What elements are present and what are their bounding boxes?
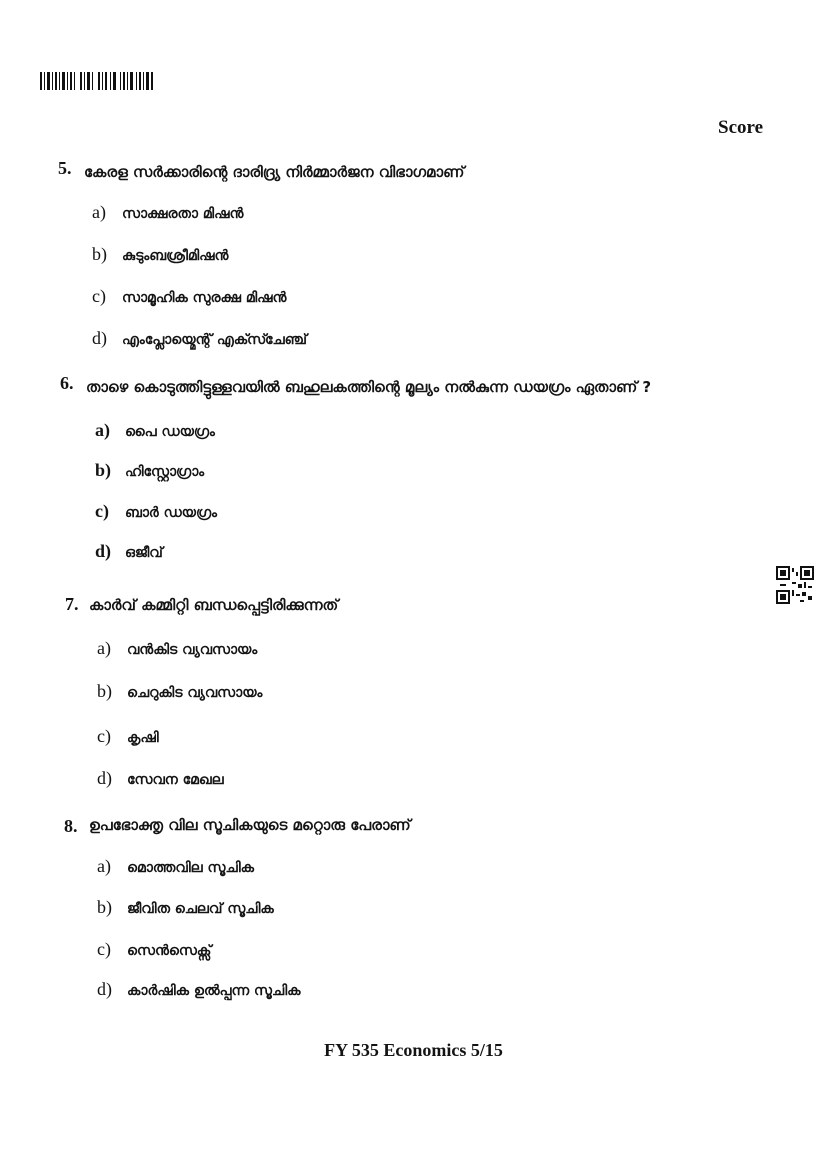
option-text: ഹിസ്റ്റോഗ്രാം bbox=[125, 464, 205, 480]
option-text: പൈ ഡയഗ്രം bbox=[125, 424, 215, 440]
option-label: c) bbox=[95, 501, 109, 521]
option bbox=[92, 244, 228, 265]
option-label: c) bbox=[97, 939, 111, 959]
option bbox=[92, 328, 307, 349]
option-text: ചെറുകിട വ്യവസായം bbox=[127, 685, 263, 701]
option-text: മൊത്തവില സൂചിക bbox=[127, 860, 254, 876]
option-label: b) bbox=[97, 681, 112, 701]
option-label: a) bbox=[97, 856, 111, 876]
question-text: ഉപഭോക്തൃ വില സൂചികയുടെ മറ്റൊരു പേരാണ് bbox=[89, 816, 411, 834]
option-label: b) bbox=[92, 244, 107, 264]
option-text: കാർഷിക ഉൽപ്പന്ന സൂചിക bbox=[127, 983, 301, 999]
option-label: a) bbox=[97, 638, 111, 658]
option bbox=[97, 638, 257, 659]
option bbox=[97, 897, 274, 918]
option-label: a) bbox=[95, 420, 110, 440]
option bbox=[95, 501, 217, 522]
option-label: a) bbox=[92, 202, 106, 222]
question-text: കേരള സർക്കാരിന്റെ ദാരിദ്ര്യ നിർമ്മാർജന വിഭാഗമാണ് bbox=[84, 163, 465, 181]
option-text: സാക്ഷരതാ മിഷൻ bbox=[122, 206, 244, 222]
option bbox=[97, 939, 211, 960]
option-label: d) bbox=[97, 979, 112, 999]
option bbox=[97, 681, 262, 702]
question-text: താഴെ കൊടുത്തിട്ടുള്ളവയിൽ ബഹുലകത്തിന്റെ മൂല്യം നൽകുന്ന ഡയഗ്രം ഏതാണ് ? bbox=[86, 378, 652, 396]
option-text: ജീവിത ചെലവ് സൂചിക bbox=[127, 901, 274, 917]
question-number: 5. bbox=[58, 158, 72, 178]
option bbox=[97, 768, 224, 789]
option bbox=[92, 286, 286, 307]
option-text: ബാർ ഡയഗ്രം bbox=[125, 505, 218, 521]
option-label: b) bbox=[97, 897, 112, 917]
option-text: എംപ്ലോയ്മെന്റ് എക്സ്ചേഞ്ച് bbox=[122, 332, 307, 348]
qr-code-image bbox=[776, 566, 814, 604]
option-text: കുടുംബശ്രീമിഷൻ bbox=[122, 248, 229, 264]
option-text: ഒജീവ് bbox=[125, 545, 163, 561]
option-label: b) bbox=[95, 460, 112, 480]
page-footer: FY 535 Economics 5/15 bbox=[324, 1040, 503, 1060]
option-label: d) bbox=[92, 328, 107, 348]
score-label: Score bbox=[718, 117, 764, 138]
option-label: c) bbox=[97, 726, 111, 746]
option-text: സെൻസെക്സ് bbox=[127, 943, 212, 959]
option-text: സേവന മേഖല bbox=[127, 772, 224, 788]
option bbox=[95, 460, 204, 481]
question-number: 6. bbox=[60, 373, 74, 393]
option bbox=[92, 202, 243, 223]
option bbox=[97, 856, 254, 877]
option bbox=[95, 541, 163, 562]
option-label: d) bbox=[97, 768, 112, 788]
option-label: c) bbox=[92, 286, 106, 306]
option-text: വൻകിട വ്യവസായം bbox=[127, 642, 258, 658]
question-number: 8. bbox=[64, 816, 78, 836]
option-text: സാമൂഹിക സുരക്ഷ മിഷൻ bbox=[122, 290, 287, 306]
option bbox=[95, 420, 215, 441]
question-text: കാർവ് കമ്മിറ്റി ബന്ധപ്പെട്ടിരിക്കുന്നത് bbox=[89, 596, 339, 614]
question-number: 7. bbox=[65, 594, 79, 614]
option-label: d) bbox=[95, 541, 112, 561]
barcode-image bbox=[40, 72, 155, 90]
option bbox=[97, 726, 159, 747]
option bbox=[97, 979, 301, 1000]
option-text: കൃഷി bbox=[127, 730, 159, 746]
